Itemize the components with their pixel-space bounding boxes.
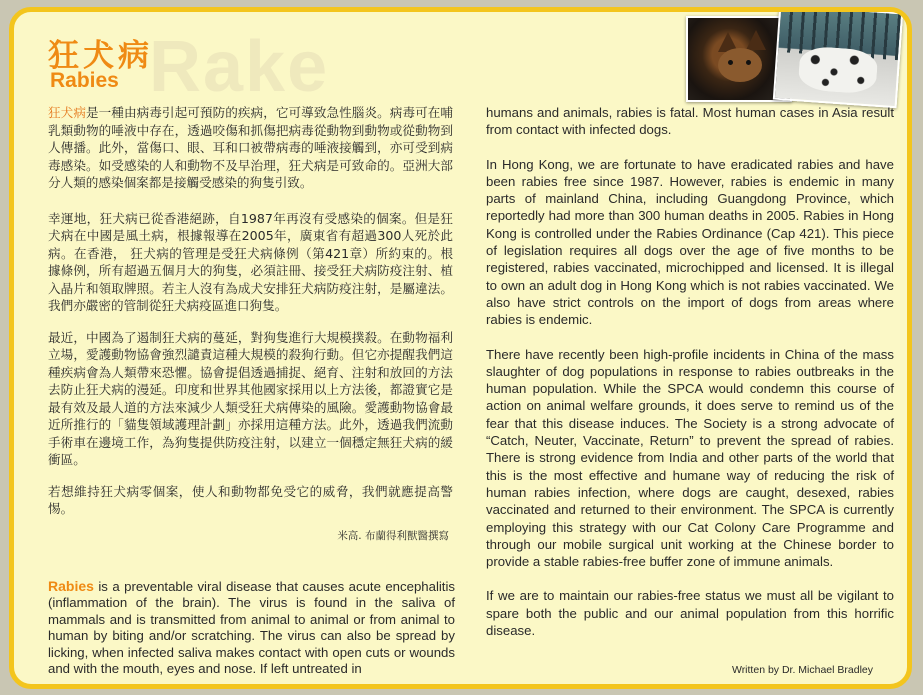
title-english: Rabies [50, 69, 119, 92]
zh-paragraph-3: 最近，中國為了遏制狂犬病的蔓延，對狗隻進行大規模撲殺。在動物福利立場，愛護動物協會強烈譴責這種大規模的殺狗行動。但它亦提醒我們這種疾病會為人類帶來恐懼。協會提倡透過捕捉、絕育、注射和放回的方法去防止狂犬病的漫延。印度和世界其他國家採用以上方法後，都證實它是最有效及最人道的方法來減少人類受狂犬病傳染的風險。愛護動物協會最近所推行的「貓隻領域護理計劃」亦採用這種方法。此外，透過我們流動手術車在邊境工作，為狗隻提供防疫注射，以建立一個穩定無狂犬病的緩衝區。 [48, 329, 453, 467]
en-paragraph-intro [48, 578, 455, 677]
zh-paragraph-4: 若想維持狂犬病零個案，使人和動物都免受它的威脅，我們就應提高警惕。 [48, 483, 453, 516]
zh-paragraph-1-text: 是一種由病毒引起可預防的疾病，它可導致急性腦炎。病毒可在哺乳類動物的唾液中存在，透過咬傷和抓傷把病毒從動物到動物或從動物到人傳播。此外，當傷口、眼、耳和口被帶病毒的唾液接觸到，亦可受到病毒感染。如受感染的人和動物不及早治理，狂犬病是可致命的。亞洲大部分人類的感染個案都是接觸受感染的狗隻引致。 [48, 105, 454, 190]
puppy-face [718, 48, 762, 82]
english-column [486, 104, 894, 656]
en-lead-term: Rabies [48, 578, 94, 594]
title-chinese: 狂犬病 [48, 38, 153, 74]
background-watermark: Rake [149, 27, 330, 107]
dalmatian-photo [773, 7, 903, 108]
en-paragraph-1: humans and animals, rabies is fatal. Most human cases in Asia result from contact with infected dogs. [486, 105, 894, 138]
zh-highlight-term: 狂犬病 [48, 105, 86, 120]
en-intro-text: is a preventable viral disease that causes acute encephalitis (inflammation of the brain). The virus is found in the saliva of mammals and is transmitted from animal to animal or from animal to human by biting and/or scratching. The virus can also be spread by licking, when infected saliva makes contact with open cuts or wounds and with the mouth, eyes and nose. If left untreated in [48, 579, 455, 677]
en-paragraph-3: There have recently been high-profile incidents in China of the mass slaughter of dog populations in response to rabies outbreaks in the human population. While the SPCA would condemn this course of action on animal welfare grounds, it does serve to remind us of the fear that this disease induces. The Society is a strong advocate of “Catch, Neuter, Vaccinate, Return” to prevent the spread of rabies. There is strong evidence from India and other parts of the world that this is the most effective and humane way of reducing the risk of human rabies infection, where dogs are caught, desexed, rabies vaccinated and returned to their environment. The SPCA is currently employing this strategy with our Cat Colony Care Programme and through our mobile surgical unit working at the Chinese border to provide a stable rabies-free buffer zone of immune animals. [486, 346, 894, 570]
zh-paragraph-1 [48, 104, 453, 192]
en-paragraph-2: In Hong Kong, we are fortunate to have eradicated rabies and have been rabies free since 1987. However, rabies is endemic in many parts of mainland China, including Guangdong Province, which reportedly had more than 300 human deaths in 2005. Rabies in Hong Kong is controlled under the Rabies Ordinance (Cap 421). This piece of legislation requires all dogs over the age of five months to be registered, rabies vaccinated, microchipped and licensed. It is illegal to own an adult dog in Hong Kong which is not rabies vaccinated. We also have strict controls on the import of dogs from areas where rabies is endemic. [486, 156, 894, 328]
zh-author-credit: 米高. 布蘭得利獸醫撰寫 [337, 529, 449, 542]
zh-paragraph-2: 幸運地，狂犬病已從香港絕跡，自1987年再沒有受感染的個案。但是狂犬病在中國是風土病，根據報導在2005年，廣東省有超過300人死於此病。在香港， 狂犬病的管理是受狂犬病條例（第421章）所約束的。根據條例，所有超過五個月大的狗隻，必須註冊、接受狂犬病防疫注射、植入晶片和領取牌照。若主人沒有為成犬安排狂犬病防疫注射，是屬違法。我們亦嚴密的管制從狂犬病疫區進口狗隻。 [48, 210, 453, 313]
en-author-credit: Written by Dr. Michael Bradley [731, 664, 873, 676]
puppy-eye-right [746, 60, 751, 65]
dalmatian-dog [798, 45, 879, 94]
article-page [9, 7, 912, 689]
chinese-column [48, 104, 453, 543]
puppy-ear-right [746, 30, 766, 50]
puppy-eye-left [728, 60, 733, 65]
en-paragraph-4: If we are to maintain our rabies-free status we must all be vigilant to spare both the public and our animal population from this horrific disease. [486, 588, 894, 639]
